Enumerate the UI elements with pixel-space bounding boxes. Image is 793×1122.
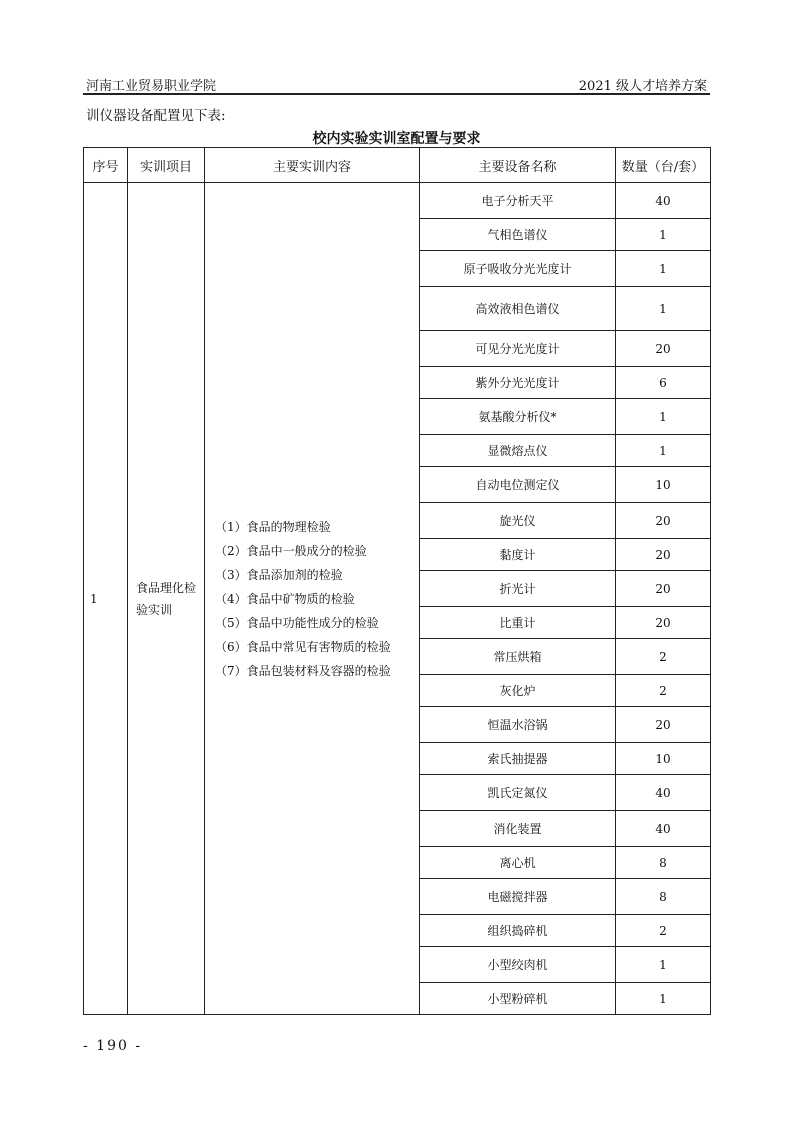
cell-equipment-name: 离心机 (420, 847, 616, 879)
equipment-table (83, 147, 711, 1015)
cell-equipment-name: 自动电位测定仪 (420, 467, 616, 503)
content-line: （2）食品中一般成分的检验 (215, 543, 367, 558)
cell-equipment-name: 小型绞肉机 (420, 947, 616, 983)
cell-quantity: 6 (616, 367, 711, 399)
cell-quantity: 1 (616, 219, 711, 251)
cell-equipment-name: 气相色谱仪 (420, 219, 616, 251)
cell-equipment-name: 折光计 (420, 571, 616, 607)
cell-seq: 1 (84, 183, 128, 1015)
header-school: 河南工业贸易职业学院 (86, 79, 217, 94)
cell-quantity: 20 (616, 707, 711, 743)
column-header-item: 实训项目 (128, 148, 205, 183)
content-line: （4）食品中矿物质的检验 (215, 591, 355, 606)
cell-quantity: 1 (616, 983, 711, 1015)
table-row (84, 183, 711, 219)
cell-quantity: 2 (616, 639, 711, 675)
cell-equipment-name: 索氏抽提器 (420, 743, 616, 775)
cell-quantity: 20 (616, 331, 711, 367)
content-line: （5）食品中功能性成分的检验 (215, 615, 379, 630)
cell-quantity: 1 (616, 399, 711, 435)
cell-equipment-name: 旋光仪 (420, 503, 616, 539)
cell-quantity: 40 (616, 183, 711, 219)
cell-equipment-name: 显微熔点仪 (420, 435, 616, 467)
cell-equipment-name: 恒温水浴锅 (420, 707, 616, 743)
cell-quantity: 1 (616, 435, 711, 467)
cell-equipment-name: 消化装置 (420, 811, 616, 847)
table-title: 校内实验实训室配置与要求 (312, 131, 481, 147)
cell-equipment-name: 原子吸收分光光度计 (420, 251, 616, 287)
cell-quantity: 2 (616, 675, 711, 707)
cell-equipment-name: 黏度计 (420, 539, 616, 571)
cell-quantity: 2 (616, 915, 711, 947)
cell-quantity: 1 (616, 947, 711, 983)
cell-quantity: 20 (616, 539, 711, 571)
cell-equipment-name: 常压烘箱 (420, 639, 616, 675)
table-header-row (84, 148, 711, 183)
column-header-seq: 序号 (84, 148, 128, 183)
cell-quantity: 40 (616, 775, 711, 811)
cell-quantity: 10 (616, 743, 711, 775)
content-line: （6）食品中常见有害物质的检验 (215, 639, 391, 654)
cell-equipment-name: 高效液相色谱仪 (420, 287, 616, 331)
cell-quantity: 20 (616, 503, 711, 539)
cell-quantity: 8 (616, 879, 711, 915)
header-document-title: 2021 级人才培养方案 (578, 79, 707, 94)
content-line: （3）食品添加剂的检验 (215, 567, 343, 582)
cell-equipment-name: 紫外分光光度计 (420, 367, 616, 399)
cell-equipment-name: 电子分析天平 (420, 183, 616, 219)
column-header-content: 主要实训内容 (205, 148, 420, 183)
cell-equipment-name: 比重计 (420, 607, 616, 639)
cell-quantity: 40 (616, 811, 711, 847)
intro-text: 训仪器设备配置见下表: (86, 108, 226, 124)
cell-training-item: 食品理化检验实训 (128, 183, 205, 1015)
cell-quantity: 20 (616, 607, 711, 639)
header-divider (83, 93, 710, 95)
cell-equipment-name: 可见分光光度计 (420, 331, 616, 367)
column-header-quantity: 数量（台/套） (616, 148, 711, 183)
cell-quantity: 10 (616, 467, 711, 503)
cell-quantity: 1 (616, 251, 711, 287)
cell-equipment-name: 凯氏定氮仪 (420, 775, 616, 811)
cell-quantity: 8 (616, 847, 711, 879)
content-line: （1）食品的物理检验 (215, 519, 331, 534)
cell-equipment-name: 电磁搅拌器 (420, 879, 616, 915)
cell-equipment-name: 灰化炉 (420, 675, 616, 707)
cell-quantity: 20 (616, 571, 711, 607)
cell-equipment-name: 小型粉碎机 (420, 983, 616, 1015)
page-number: - 190 - (83, 1038, 143, 1054)
cell-equipment-name: 组织捣碎机 (420, 915, 616, 947)
content-line: （7）食品包装材料及容器的检验 (215, 663, 391, 678)
cell-equipment-name: 氨基酸分析仪* (420, 399, 616, 435)
cell-quantity: 1 (616, 287, 711, 331)
column-header-equipment: 主要设备名称 (420, 148, 616, 183)
cell-training-content (205, 183, 420, 1015)
